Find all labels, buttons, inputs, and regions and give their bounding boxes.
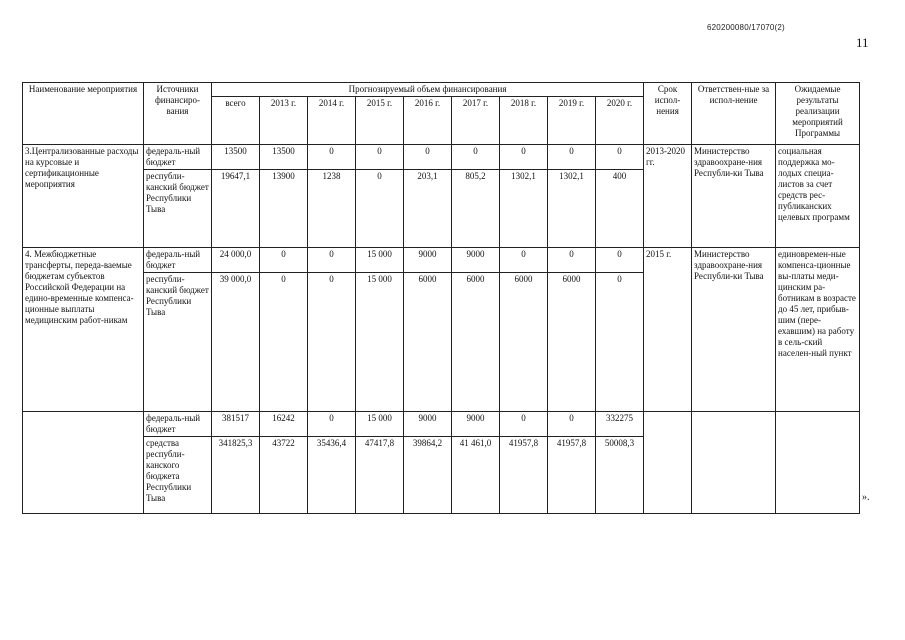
document-id: 620200080/17070(2) [707,23,785,32]
value-cell: 0 [500,145,548,170]
header-total: всего [212,97,260,145]
value-cell: 43722 [260,437,308,514]
value-cell: 0 [452,145,500,170]
source-cell: федераль-ный бюджет [144,248,212,273]
value-cell: 16242 [260,412,308,437]
results-cell: социальная поддержка мо-лодых специа-листов за счет средств рес-публиканских целевых программ [776,145,860,248]
value-cell: 6000 [452,273,500,412]
value-cell: 0 [260,273,308,412]
value-cell: 1302,1 [500,170,548,248]
source-cell: федераль-ный бюджет [144,145,212,170]
value-cell: 0 [260,248,308,273]
activity-name: 3.Централизованные расходы на курсовые и сертификационные мероприятия [23,145,144,248]
value-cell: 50008,3 [596,437,644,514]
value-cell: 1302,1 [548,170,596,248]
responsible-cell [692,412,776,514]
header-name: Наименование мероприятия [23,83,144,145]
value-cell: 0 [548,248,596,273]
header-year-2015: 2015 г. [356,97,404,145]
funding-table [22,82,860,514]
value-cell: 0 [500,248,548,273]
page-number: 11 [856,35,869,50]
value-cell: 0 [548,412,596,437]
value-cell: 0 [356,170,404,248]
source-cell: республи-канский бюджет Республики Тыва [144,273,212,412]
value-cell: 6000 [404,273,452,412]
value-cell: 381517 [212,412,260,437]
value-cell: 19647,1 [212,170,260,248]
activity-name: 4. Межбюджетные трансферты, переда-ваемые бюджетам субъектов Российской Федерации на едино-временные компенса-ционные выплаты медицинским работ-никам [23,248,144,412]
value-cell: 0 [308,412,356,437]
value-cell: 0 [596,145,644,170]
term-cell: 2013-2020 гг. [644,145,692,248]
value-cell: 15 000 [356,273,404,412]
value-cell: 6000 [500,273,548,412]
value-cell: 0 [596,273,644,412]
value-cell: 24 000,0 [212,248,260,273]
value-cell: 13500 [212,145,260,170]
value-cell: 0 [308,145,356,170]
value-cell: 0 [308,273,356,412]
value-cell: 0 [356,145,404,170]
table-row [23,248,860,273]
value-cell: 41957,8 [548,437,596,514]
results-cell [776,412,860,514]
header-term: Срок испол-нения [644,83,692,145]
value-cell: 47417,8 [356,437,404,514]
value-cell: 0 [548,145,596,170]
value-cell: 0 [308,248,356,273]
value-cell: 39 000,0 [212,273,260,412]
value-cell: 1238 [308,170,356,248]
value-cell: 6000 [548,273,596,412]
header-year-2020: 2020 г. [596,97,644,145]
value-cell: 9000 [404,248,452,273]
header-year-2019: 2019 г. [548,97,596,145]
header-year-2017: 2017 г. [452,97,500,145]
totals-name-cell [23,412,144,514]
table-row [23,412,860,437]
source-cell: республи-канский бюджет Республики Тыва [144,170,212,248]
value-cell: 0 [500,412,548,437]
header-year-2016: 2016 г. [404,97,452,145]
results-cell: единовремен-ные компенса-ционные вы-платы меди-цинским ра-ботникам в возрасте до 45 лет, прибыв-шим (пере-ехавшим) на работу в сель-ский населен-ный пункт [776,248,860,412]
value-cell: 9000 [452,248,500,273]
value-cell: 0 [404,145,452,170]
table-row [23,145,860,170]
header-year-2013: 2013 г. [260,97,308,145]
value-cell: 203,1 [404,170,452,248]
value-cell: 39864,2 [404,437,452,514]
source-cell: средства республи-канского бюджета Республики Тыва [144,437,212,514]
value-cell: 13900 [260,170,308,248]
header-responsible: Ответствен-ные за испол-нение [692,83,776,145]
responsible-cell: Министерство здравоохране-ния Республи-ки Тыва [692,248,776,412]
responsible-cell: Министерство здравоохране-ния Республи-ки Тыва [692,145,776,248]
closing-mark: ». [862,492,870,503]
value-cell: 9000 [404,412,452,437]
source-cell: федераль-ный бюджет [144,412,212,437]
header-sources: Источники финансиро-вания [144,83,212,145]
value-cell: 41 461,0 [452,437,500,514]
value-cell: 332275 [596,412,644,437]
term-cell [644,412,692,514]
value-cell: 9000 [452,412,500,437]
value-cell: 805,2 [452,170,500,248]
value-cell: 15 000 [356,412,404,437]
header-year-2014: 2014 г. [308,97,356,145]
value-cell: 35436,4 [308,437,356,514]
value-cell: 15 000 [356,248,404,273]
value-cell: 400 [596,170,644,248]
value-cell: 41957,8 [500,437,548,514]
value-cell: 341825,3 [212,437,260,514]
header-results: Ожидаемые результаты реализации мероприятий Программы [776,83,860,145]
value-cell: 0 [596,248,644,273]
value-cell: 13500 [260,145,308,170]
header-funding-group: Прогнозируемый объем финансирования [212,83,644,97]
term-cell: 2015 г. [644,248,692,412]
header-year-2018: 2018 г. [500,97,548,145]
